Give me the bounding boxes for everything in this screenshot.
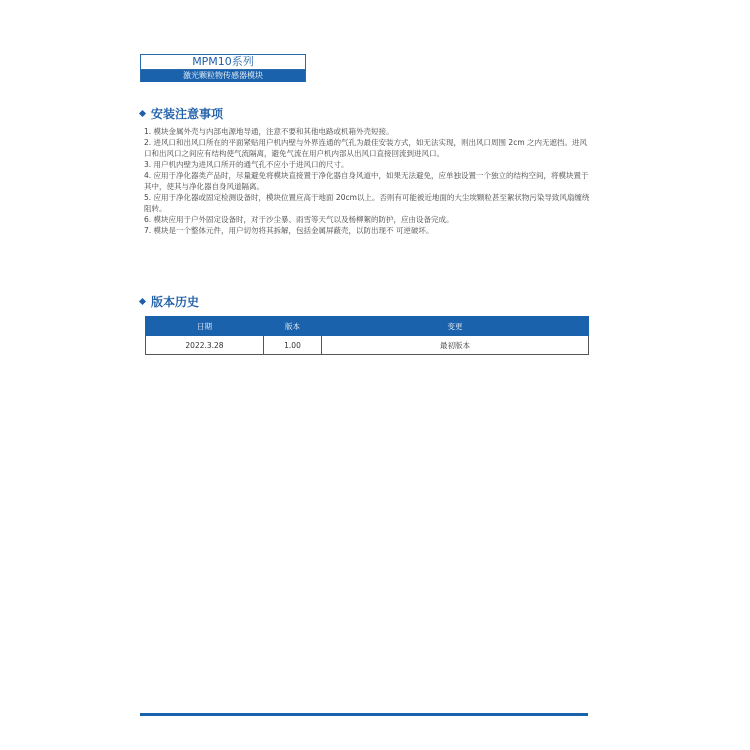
note-item: 2. 进风口和出风口所在的平面紧贴用户机内壁与外界连通的气孔为最佳安装方式，如无法实现，则出风口周围 2cm 之内无遮挡。进风口和出风口之间应有结构使气流隔离，避免气流在用户机内部从出风口直接回流到进风口。: [144, 138, 588, 158]
note-item: 3. 用户机内壁为进风口所开的通气孔不应小于进风口的尺寸。: [144, 160, 349, 169]
installation-notes-list: [144, 126, 590, 236]
cell-date: 2022.3.28: [146, 336, 264, 355]
note-item: 1. 模块金属外壳与内部电源地导通，注意不要和其他电路或机箱外壳短接。: [144, 127, 394, 136]
table-header-row: [146, 317, 589, 336]
cell-change: 最初版本: [322, 336, 589, 355]
version-history-heading: [140, 293, 199, 310]
note-item: 5. 应用于净化器或固定检测设备时，模块位置应高于地面 20cm以上。否则有可能被近地面的大尘埃颗粒甚至絮状物污染导致风扇缠绕阻转。: [144, 193, 590, 213]
column-header-date: 日期: [146, 317, 264, 336]
column-header-change: 变更: [322, 317, 589, 336]
column-header-version: 版本: [264, 317, 322, 336]
version-history-table: [145, 316, 589, 355]
note-item: 6. 模块应用于户外固定设备时，对于沙尘暴、雨雪等天气以及杨柳絮的防护，应由设备完成。: [144, 215, 454, 224]
footer-rule: [140, 713, 588, 716]
cell-version: 1.00: [264, 336, 322, 355]
note-item: 7. 模块是一个整体元件，用户切勿将其拆解，包括金属屏蔽壳，以防出现不 可逆破坏。: [144, 226, 434, 235]
diamond-bullet-icon: [139, 298, 146, 305]
table-row: [146, 336, 589, 355]
installation-heading: [140, 105, 223, 122]
version-history-heading-text: 版本历史: [151, 295, 200, 309]
document-header: [140, 54, 306, 82]
product-subtitle: 激光颗粒物传感器模块: [141, 70, 305, 82]
series-title: MPM10系列: [141, 55, 305, 70]
note-item: 4. 应用于净化器类产品时，尽量避免将模块直接置于净化器自身风道中，如果无法避免，应单独设置一个独立的结构空间，将模块置于其中，使其与净化器自身风道隔离。: [144, 171, 589, 191]
diamond-bullet-icon: [139, 110, 146, 117]
installation-heading-text: 安装注意事项: [151, 107, 224, 121]
